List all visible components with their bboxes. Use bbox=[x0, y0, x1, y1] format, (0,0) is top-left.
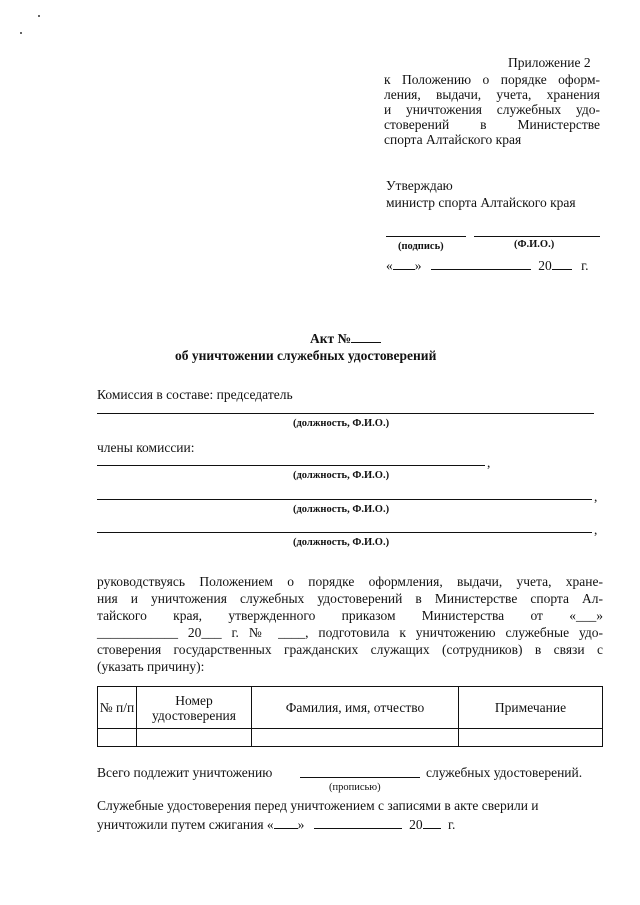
body-line: тайского края, утвержденного приказом Министерства от «___» bbox=[97, 608, 603, 623]
body-line: стоверения государственных гражданских служащих (сотрудников) в связи с bbox=[97, 642, 603, 657]
closing-line-1: Служебные удостоверения перед уничтожением с записями в акте сверили и bbox=[97, 798, 539, 813]
body-line: руководствуясь Положением о порядке оформления, выдачи, учета, хране- bbox=[97, 574, 603, 589]
header-note: Примечание bbox=[459, 687, 603, 729]
appendix-text bbox=[384, 72, 600, 147]
member-line-1 bbox=[97, 465, 485, 466]
body-paragraph bbox=[97, 573, 603, 675]
body-line: ния и уничтожения служебных удостоверений в Министерстве спорта Ал- bbox=[97, 591, 603, 606]
table-header-row bbox=[98, 687, 603, 729]
appendix-line: к Положению о порядке оформ- bbox=[384, 72, 600, 87]
member-comma-2: , bbox=[594, 489, 598, 504]
member-line-3 bbox=[97, 532, 592, 533]
total-suffix: служебных удостоверений. bbox=[426, 765, 583, 780]
closing-close-quote: » bbox=[297, 817, 305, 832]
table-cell bbox=[98, 729, 137, 747]
act-subtitle: об уничтожении служебных удостоверений bbox=[175, 348, 437, 363]
day-blank bbox=[393, 257, 415, 270]
scan-speck bbox=[38, 15, 40, 17]
closing-year-blank bbox=[423, 816, 441, 829]
appendix-line: ления, выдачи, учета, хранения bbox=[384, 87, 600, 102]
total-caption: (прописью) bbox=[329, 782, 381, 793]
appendix-line: спорта Алтайского края bbox=[384, 132, 522, 147]
member-comma-1: , bbox=[487, 455, 491, 470]
header-full-name: Фамилия, имя, отчество bbox=[252, 687, 459, 729]
table-cell bbox=[137, 729, 252, 747]
members-label: члены комиссии: bbox=[97, 440, 195, 455]
closing-month-blank bbox=[314, 816, 402, 829]
body-line: ____________ 20___ г. № ____, подготовила к уничтожению служебные удо- bbox=[97, 625, 603, 640]
date-suffix: г. bbox=[581, 258, 589, 273]
table-row bbox=[98, 729, 603, 747]
member-comma-3: , bbox=[594, 522, 598, 537]
member-caption-2: (должность, Ф.И.О.) bbox=[293, 504, 390, 515]
header-certificate: Номер удостоверения bbox=[137, 687, 252, 729]
closing-year: 20 bbox=[409, 817, 423, 832]
approval-position: министр спорта Алтайского края bbox=[386, 195, 576, 210]
appendix-title: Приложение 2 bbox=[508, 55, 591, 70]
act-title bbox=[310, 330, 381, 346]
body-line: (указать причину): bbox=[97, 659, 205, 674]
table-cell bbox=[459, 729, 603, 747]
member-caption-3: (должность, Ф.И.О.) bbox=[293, 537, 390, 548]
scan-speck bbox=[20, 32, 22, 34]
appendix-line: и уничтожения служебных удо- bbox=[384, 102, 600, 117]
name-line bbox=[474, 236, 600, 237]
closing-prefix: уничтожили путем сжигания « bbox=[97, 817, 274, 832]
approval-heading: Утверждаю bbox=[386, 178, 453, 193]
name-label: (Ф.И.О.) bbox=[514, 239, 555, 250]
date-year: 20 bbox=[538, 258, 552, 273]
header-number: № п/п bbox=[98, 687, 137, 729]
chair-caption: (должность, Ф.И.О.) bbox=[293, 418, 390, 429]
chair-label: Комиссия в составе: председатель bbox=[97, 387, 293, 402]
chair-line bbox=[97, 413, 594, 414]
month-blank bbox=[431, 257, 531, 270]
closing-day-blank bbox=[274, 816, 298, 829]
act-number-blank bbox=[351, 330, 381, 343]
signature-line bbox=[386, 236, 466, 237]
signature-label: (подпись) bbox=[398, 241, 444, 252]
year-blank bbox=[552, 257, 572, 270]
approval-date bbox=[386, 257, 589, 273]
total-line bbox=[300, 777, 420, 778]
date-open-quote: « bbox=[386, 258, 393, 273]
member-caption-1: (должность, Ф.И.О.) bbox=[293, 470, 390, 481]
member-line-2 bbox=[97, 499, 592, 500]
closing-line-2 bbox=[97, 816, 455, 832]
act-number-label: Акт № bbox=[310, 331, 352, 346]
closing-suffix: г. bbox=[448, 817, 456, 832]
appendix-line: стоверений в Министерстве bbox=[384, 117, 600, 132]
certificates-table bbox=[97, 686, 603, 747]
date-close-quote: » bbox=[414, 258, 422, 273]
table-cell bbox=[252, 729, 459, 747]
total-prefix: Всего подлежит уничтожению bbox=[97, 765, 273, 780]
